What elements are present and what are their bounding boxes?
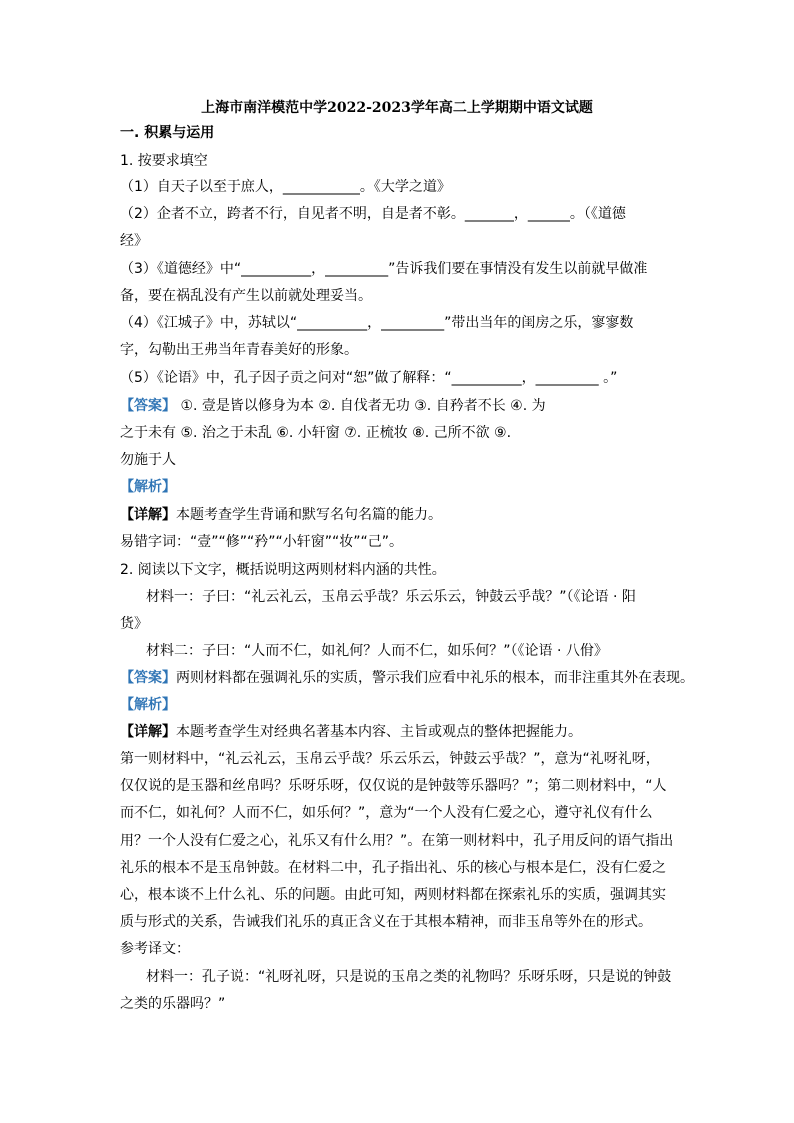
detail-1-text: 本题考查学生背诵和默写名句名篇的能力。 (176, 507, 442, 523)
page-title: 上海市南洋模范中学2022-2023学年高二上学期期中语文试题 (201, 100, 593, 116)
analysis-paragraph-line-4: 用？一个人没有仁爱之心，礼乐又有什么用？”。在第一则材料中，孔子用反问的语气指出 (120, 833, 674, 849)
answer-1-text-1: ①. 壹是皆以修身为本 ②. 自伐者无功 ③. 自矜者不长 ④. 为 (180, 398, 546, 414)
detail-1-tag: 【详解】 (120, 507, 176, 523)
question-1-item-4: （4）《江城子》中，苏轼以“__________，_________”带出当年的闺房之乐，寥寥数 (120, 315, 634, 331)
analysis-paragraph-line-1: 第一则材料中，“礼云礼云，玉帛云乎哉？乐云乐云，钟鼓云乎哉？”，意为“礼呀礼呀， (120, 751, 660, 767)
detail-2 (120, 722, 582, 742)
question-1-item-4-cont: 字，勾勒出王弗当年青春美好的形象。 (120, 342, 358, 358)
material-2: 材料二：子曰：“人而不仁，如礼何？人而不仁，如乐何？”（《论语 · 八佾》 (146, 643, 608, 659)
analysis-paragraph-line-7: 质与形式的关系，告诫我们礼乐的真正含义在于其根本精神，而非玉帛等外在的形式。 (120, 914, 652, 930)
translation-line-1: 材料一：孔子说：“礼呀礼呀，只是说的玉帛之类的礼物吗？乐呀乐呀，只是说的钟鼓 (146, 969, 672, 985)
answer-1-line-1 (120, 396, 546, 416)
analysis-paragraph-line-5: 礼乐的根本不是玉帛钟鼓。在材料二中，孔子指出礼、乐的核心与根本是仁，没有仁爱之 (120, 860, 666, 876)
answer-2-text: 两则材料都在强调礼乐的实质，警示我们应看中礼乐的根本，而非注重其外在表现。 (176, 670, 694, 686)
question-1-item-2: （2）企者不立，跨者不行，自见者不明，自是者不彰。_______，______。（《道德 (120, 206, 626, 222)
question-1-item-1: （1）自天子以至于庶人，___________。《大学之道》 (120, 179, 451, 195)
question-1-stem: 1. 按要求填空 (120, 153, 208, 169)
question-1-item-5: （5）《论语》中，孔子因子贡之问对“恕”做了解释：“__________，_________ 。” (120, 370, 618, 386)
analysis-2-tag: 【解析】 (120, 697, 176, 713)
analysis-paragraph-line-3: 而不仁，如礼何？人而不仁，如乐何？”，意为“一个人没有仁爱之心，遵守礼仪有什么 (120, 805, 653, 821)
question-2-stem: 2. 阅读以下文字，概括说明这两则材料内涵的共性。 (120, 562, 446, 578)
analysis-paragraph-line-2: 仅仅说的是玉器和丝帛吗？乐呀乐呀，仅仅说的是钟鼓等乐器吗？”；第二则材料中，“人 (120, 778, 667, 794)
analysis-1-tag: 【解析】 (120, 479, 176, 495)
analysis-paragraph-line-6: 心，根本谈不上什么礼、乐的问题。由此可知，两则材料都在探索礼乐的实质，强调其实 (120, 887, 666, 903)
detail-2-tag: 【详解】 (120, 724, 176, 740)
detail-2-text: 本题考查学生对经典名著基本内容、主旨或观点的整体把握能力。 (176, 724, 582, 740)
section-heading: 一. 积累与运用 (120, 125, 215, 141)
reference-translation-label: 参考译文： (120, 941, 190, 957)
material-1: 材料一：子曰：“礼云礼云，玉帛云乎哉？乐云乐云，钟鼓云乎哉？”（《论语 · 阳 (146, 589, 636, 605)
answer-2 (120, 668, 694, 688)
material-1-cont: 货》 (120, 616, 148, 632)
translation-line-2: 之类的乐器吗？” (120, 996, 226, 1012)
answer-tag: 【答案】 (120, 398, 176, 414)
easy-mistakes: 易错字词：“壹”“修”“矜”“小轩窗”“妆”“己”。 (120, 534, 404, 550)
answer-1-line-3: 勿施于人 (120, 452, 176, 468)
question-1-item-3-cont: 备，要在祸乱没有产生以前就处理妥当。 (120, 288, 372, 304)
answer-2-tag: 【答案】 (120, 670, 176, 686)
question-1-item-3: （3）《道德经》中“__________，_________”告诉我们要在事情没有发生以前就早做准 (120, 261, 648, 277)
answer-1-line-2: 之于未有 ⑤. 治之于未乱 ⑥. 小轩窗 ⑦. 正梳妆 ⑧. 己所不欲 ⑨. (120, 425, 512, 441)
detail-1 (120, 505, 442, 525)
question-1-item-2-cont: 经》 (120, 233, 148, 249)
